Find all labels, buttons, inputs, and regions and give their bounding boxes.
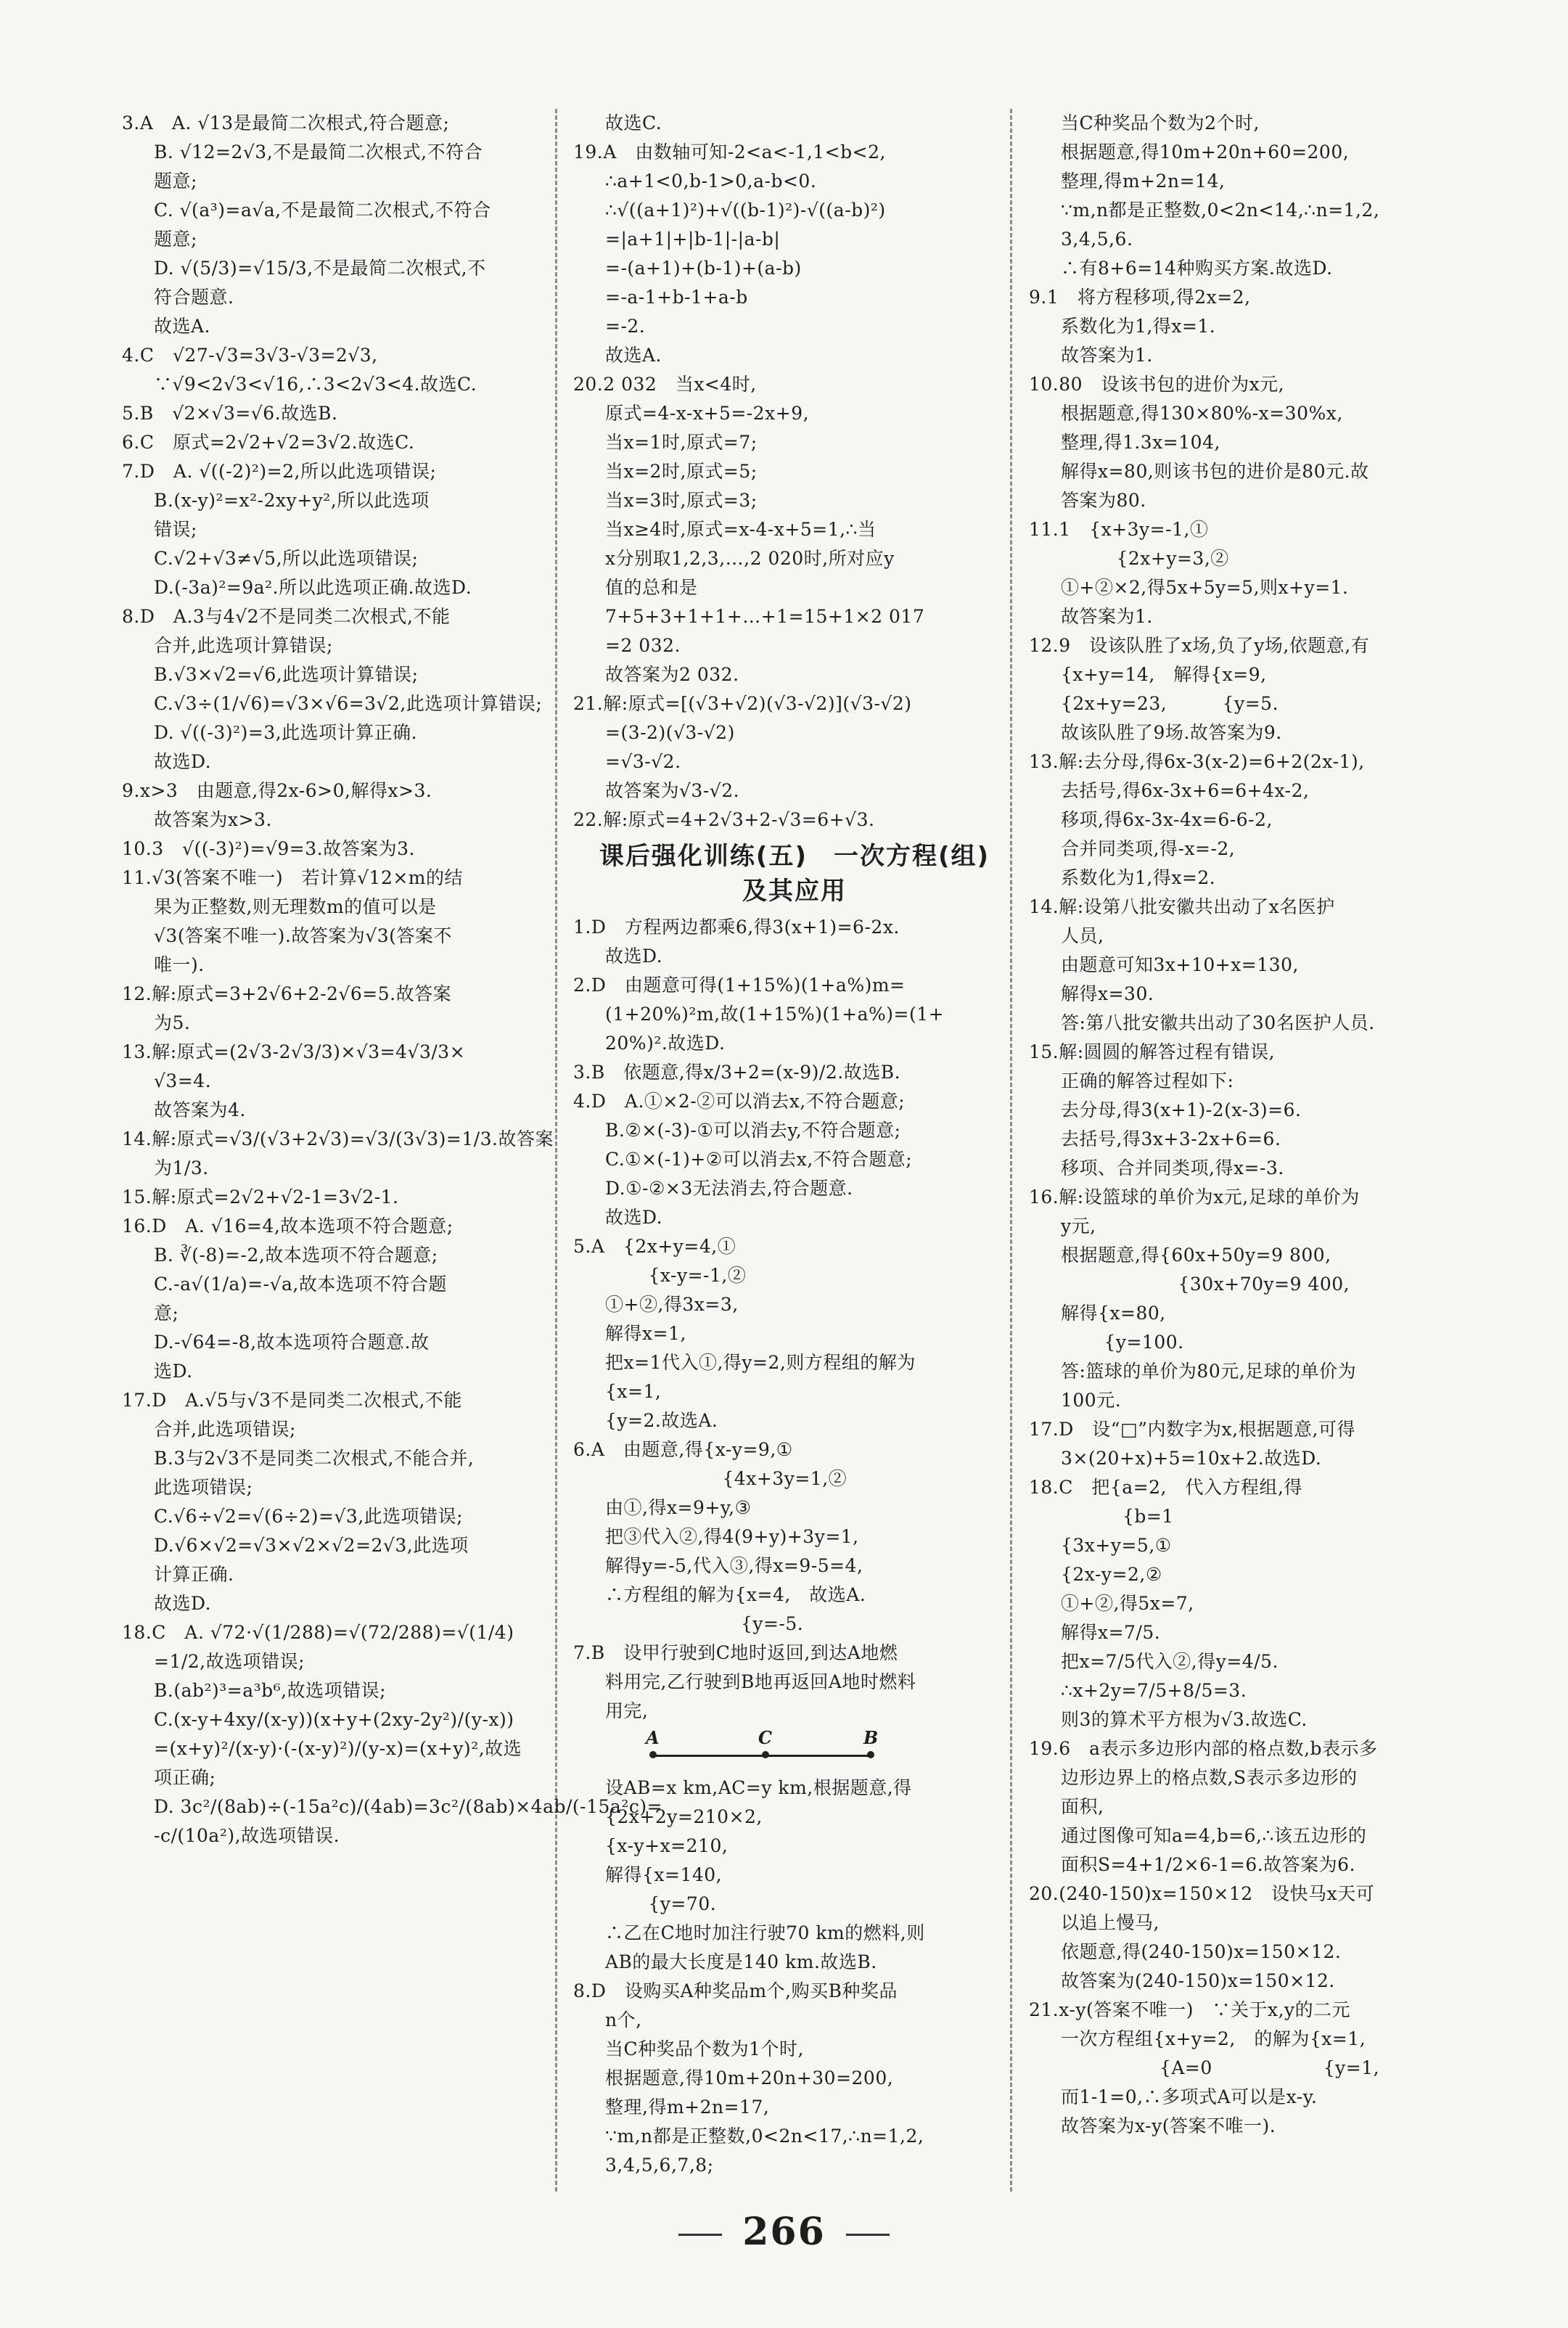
answer-line: 15.解:原式=2√2+√2-1=3√2-1. bbox=[122, 1186, 399, 1208]
answer-line: C. √(a³)=a√a,不是最简二次根式,不符合 bbox=[154, 200, 491, 221]
answer-line: 去括号,得3x+3-2x+6=6. bbox=[1061, 1128, 1281, 1149]
answer-line: 果为正整数,则无理数m的值可以是 bbox=[154, 896, 437, 917]
answer-line: 通过图像可知a=4,b=6,∴该五边形的 bbox=[1061, 1825, 1367, 1846]
answer-line: 故选D. bbox=[154, 1593, 212, 1614]
answer-line: 合并,此选项错误; bbox=[154, 1419, 296, 1440]
answer-line: {2x+y=3,② bbox=[1061, 548, 1229, 569]
answer-line: 面积S=4+1/2×6-1=6.故答案为6. bbox=[1061, 1854, 1356, 1875]
answer-line: 6.A 由题意,得{x-y=9,① bbox=[573, 1439, 793, 1460]
answer-line: {4x+3y=1,② bbox=[605, 1468, 847, 1489]
answer-line: C.√6÷√2=√(6÷2)=√3,此选项错误; bbox=[154, 1506, 464, 1527]
answer-line: ①+②,得5x=7, bbox=[1061, 1593, 1194, 1614]
answer-line: 题意; bbox=[154, 171, 197, 192]
answer-line: {x=1, bbox=[605, 1381, 662, 1402]
answer-line: 根据题意,得10m+20n+60=200, bbox=[1061, 142, 1350, 163]
answer-line: 故答案为1. bbox=[1061, 345, 1153, 366]
column-right bbox=[1029, 109, 1479, 2192]
answer-line: ∵√9<2√3<√16,∴3<2√3<4.故选C. bbox=[154, 374, 477, 395]
answer-line: 16.D A. √16=4,故本选项不符合题意; bbox=[122, 1216, 453, 1237]
answer-line: 系数化为1,得x=2. bbox=[1061, 867, 1216, 888]
answer-line: (1+20%)²m,故(1+15%)(1+a%)=(1+ bbox=[605, 1004, 945, 1025]
answer-line: ∴乙在C地时加注行驶70 km的燃料,则 bbox=[605, 1922, 925, 1943]
answer-line: 去分母,得3(x+1)-2(x-3)=6. bbox=[1061, 1099, 1302, 1120]
answer-line: =-(a+1)+(b-1)+(a-b) bbox=[605, 258, 802, 279]
answer-line: C.√2+√3≠√5,所以此选项错误; bbox=[154, 548, 419, 569]
answer-line: B.②×(-3)-①可以消去y,不符合题意; bbox=[605, 1120, 901, 1141]
answer-line: 13.解:去分母,得6x-3(x-2)=6+2(2x-1), bbox=[1029, 751, 1365, 772]
answer-line: 解得x=7/5. bbox=[1061, 1622, 1161, 1643]
answer-line: 面积, bbox=[1061, 1796, 1104, 1817]
answer-line: 去括号,得6x-3x+6=6+4x-2, bbox=[1061, 780, 1310, 801]
answer-line: 19.A 由数轴可知-2<a<-1,1<b<2, bbox=[573, 142, 886, 163]
answer-line: 故选D. bbox=[605, 946, 663, 967]
answer-line: 4.D A.①×2-②可以消去x,不符合题意; bbox=[573, 1091, 906, 1112]
answer-line: 20.(240-150)x=150×12 设快马x天可 bbox=[1029, 1883, 1375, 1904]
answer-line: 9.x>3 由题意,得2x-6>0,解得x>3. bbox=[122, 780, 432, 801]
answer-line: {x-y=-1,② bbox=[605, 1265, 747, 1286]
answer-line: 当x=2时,原式=5; bbox=[605, 461, 758, 482]
answer-line: 为1/3. bbox=[154, 1157, 209, 1179]
answer-line: 值的总和是 bbox=[605, 577, 698, 598]
answer-line: 为5. bbox=[154, 1012, 191, 1033]
page-number-footer bbox=[0, 2210, 1568, 2254]
answer-line: 21.解:原式=[(√3+√2)(√3-√2)](√3-√2) bbox=[573, 693, 912, 714]
answer-line: 故答案为x>3. bbox=[154, 809, 272, 830]
answer-line: 移项,得6x-3x-4x=6-6-2, bbox=[1061, 809, 1273, 830]
answer-line: B. ∛(-8)=-2,故本选项不符合题意; bbox=[154, 1245, 438, 1266]
section-heading-line2: 及其应用 bbox=[742, 877, 847, 906]
answer-line: 系数化为1,得x=1. bbox=[1061, 316, 1216, 337]
answer-line: 2.D 由题意可得(1+15%)(1+a%)m= bbox=[573, 975, 906, 996]
answer-line: 依题意,得(240-150)x=150×12. bbox=[1061, 1941, 1342, 1962]
column-middle-part-b bbox=[573, 913, 1016, 1726]
answer-line: {30x+70y=9 400, bbox=[1061, 1274, 1350, 1295]
answer-line: n个, bbox=[605, 2009, 642, 2030]
answer-line: 故选C. bbox=[605, 112, 662, 134]
answer-line: 故选D. bbox=[605, 1207, 663, 1228]
answer-line: 12.9 设该队胜了x场,负了y场,依题意,有 bbox=[1029, 635, 1370, 656]
answer-line: =|a+1|+|b-1|-|a-b| bbox=[605, 229, 781, 250]
answer-line: 整理,得m+2n=17, bbox=[605, 2097, 770, 2118]
answer-line: 14.解:原式=√3/(√3+2√3)=√3/(3√3)=1/3.故答案 bbox=[122, 1128, 554, 1149]
answer-line: 整理,得m+2n=14, bbox=[1061, 171, 1226, 192]
answer-line: 正确的解答过程如下: bbox=[1061, 1070, 1234, 1091]
answer-line: B. √12=2√3,不是最简二次根式,不符合 bbox=[154, 142, 483, 163]
answer-line: 15.解:圆圆的解答过程有错误, bbox=[1029, 1041, 1276, 1062]
answer-line: ∴a+1<0,b-1>0,a-b<0. bbox=[605, 171, 817, 192]
answer-line: 则3的算术平方根为√3.故选C. bbox=[1061, 1709, 1308, 1730]
answer-line: 解得x=80,则该书包的进价是80元.故 bbox=[1061, 461, 1369, 482]
answer-line: 用完, bbox=[605, 1700, 649, 1721]
answer-line: 把③代入②,得4(9+y)+3y=1, bbox=[605, 1526, 859, 1547]
answer-line: 10.3 √((-3)²)=√9=3.故答案为3. bbox=[122, 838, 415, 859]
answer-line: -c/(10a²),故选项错误. bbox=[154, 1825, 340, 1846]
answer-line: ∵m,n都是正整数,0<2n<17,∴n=1,2, bbox=[605, 2126, 924, 2147]
answer-line: D. √(5/3)=√15/3,不是最简二次根式,不 bbox=[154, 258, 486, 279]
answer-line: 3,4,5,6,7,8; bbox=[605, 2155, 714, 2176]
answer-line: 整理,得1.3x=104, bbox=[1061, 432, 1220, 453]
answer-line: ①+②×2,得5x+5y=5,则x+y=1. bbox=[1061, 577, 1349, 598]
answer-line: ∴方程组的解为{x=4, 故选A. bbox=[605, 1584, 866, 1605]
answer-line: 选D. bbox=[154, 1361, 193, 1382]
answer-line: D. √((-3)²)=3,此选项计算正确. bbox=[154, 722, 418, 743]
answer-line: y元, bbox=[1061, 1216, 1096, 1237]
answer-line: 当x≥4时,原式=x-4-x+5=1,∴当 bbox=[605, 519, 877, 540]
answer-line: 解得{x=140, bbox=[605, 1864, 723, 1885]
section-heading bbox=[573, 839, 1016, 909]
answer-line: 9.1 将方程移项,得2x=2, bbox=[1029, 287, 1251, 308]
answer-line: √3=4. bbox=[154, 1070, 212, 1091]
answer-line: 而1-1=0,∴多项式A可以是x-y. bbox=[1061, 2086, 1318, 2107]
answer-line: 10.80 设该书包的进价为x元, bbox=[1029, 374, 1285, 395]
answer-line: {A=0 {y=1, bbox=[1061, 2057, 1380, 2078]
answer-line: =(x+y)²/(x-y)·(-(x-y)²)/(y-x)=(x+y)²,故选 bbox=[154, 1738, 522, 1759]
answer-line: 此选项错误; bbox=[154, 1477, 253, 1498]
answer-line: 意; bbox=[154, 1303, 179, 1324]
answer-line: 18.C 把{a=2, 代入方程组,得 bbox=[1029, 1477, 1302, 1498]
answer-line: ∴x+2y=7/5+8/5=3. bbox=[1061, 1680, 1247, 1701]
answer-line: C.-a√(1/a)=-√a,故本选项不符合题 bbox=[154, 1274, 447, 1295]
answer-line: 答:篮球的单价为80元,足球的单价为 bbox=[1061, 1361, 1357, 1382]
answer-line: 14.解:设第八批安徽共出动了x名医护 bbox=[1029, 896, 1335, 917]
answer-line: 3.A A. √13是最简二次根式,符合题意; bbox=[122, 112, 450, 134]
answer-line: 设AB=x km,AC=y km,根据题意,得 bbox=[605, 1777, 912, 1798]
answer-line: 解得y=-5,代入③,得x=9-5=4, bbox=[605, 1555, 863, 1576]
answer-line: 5.B √2×√3=√6.故选B. bbox=[122, 403, 338, 424]
answer-line: 由①,得x=9+y,③ bbox=[605, 1497, 752, 1518]
answer-line: 故答案为4. bbox=[154, 1099, 246, 1120]
answer-line: √3(答案不唯一).故答案为√3(答案不 bbox=[154, 925, 452, 946]
answer-line: ∴有8+6=14种购买方案.故选D. bbox=[1061, 258, 1333, 279]
answer-line: 13.解:原式=(2√3-2√3/3)×√3=4√3/3× bbox=[122, 1041, 466, 1062]
answer-line: B.√3×√2=√6,此选项计算错误; bbox=[154, 664, 419, 685]
answer-line: 16.解:设篮球的单价为x元,足球的单价为 bbox=[1029, 1186, 1360, 1208]
answer-line: 12.解:原式=3+2√6+2-2√6=5.故答案 bbox=[122, 983, 452, 1004]
answer-line: {2x+2y=210×2, bbox=[605, 1806, 763, 1827]
answer-line: C.√3÷(1/√6)=√3×√6=3√2,此选项计算错误; bbox=[154, 693, 543, 714]
answer-line: 题意; bbox=[154, 229, 197, 250]
answer-line: 答:第八批安徽共出动了30名医护人员. bbox=[1061, 1012, 1375, 1033]
answer-line: 故答案为(240-150)x=150×12. bbox=[1061, 1970, 1335, 1991]
answer-line: C.(x-y+4xy/(x-y))(x+y+(2xy-2y²)/(y-x)) bbox=[154, 1709, 514, 1730]
answer-line: 11.√3(答案不唯一) 若计算√12×m的结 bbox=[122, 867, 463, 888]
answer-line: ∵m,n都是正整数,0<2n<14,∴n=1,2, bbox=[1061, 200, 1380, 221]
answer-line: 3.B 依题意,得x/3+2=(x-9)/2.故选B. bbox=[573, 1062, 901, 1083]
answer-line: ∴√((a+1)²)+√((b-1)²)-√((a-b)²) bbox=[605, 200, 886, 221]
answer-line: 5.A {2x+y=4,① bbox=[573, 1236, 736, 1257]
answer-line: 20.2 032 当x<4时, bbox=[573, 374, 757, 395]
answer-line: 符合题意. bbox=[154, 287, 234, 308]
answer-line: 7+5+3+1+1+…+1=15+1×2 017 bbox=[605, 606, 925, 627]
answer-line: C.①×(-1)+②可以消去x,不符合题意; bbox=[605, 1149, 913, 1170]
answer-line: 根据题意,得{60x+50y=9 800, bbox=[1061, 1245, 1331, 1266]
answer-line: D.(-3a)²=9a².所以此选项正确.故选D. bbox=[154, 577, 472, 598]
answer-line: =-a-1+b-1+a-b bbox=[605, 287, 748, 308]
answer-line: 7.D A. √((-2)²)=2,所以此选项错误; bbox=[122, 461, 437, 482]
answer-line: 18.C A. √72·√(1/288)=√(72/288)=√(1/4) bbox=[122, 1622, 514, 1643]
answer-line: 7.B 设甲行驶到C地时返回,到达A地燃 bbox=[573, 1642, 898, 1663]
answer-line: 解得x=30. bbox=[1061, 983, 1154, 1004]
answer-line: =2 032. bbox=[605, 635, 681, 656]
answer-line: 100元. bbox=[1061, 1390, 1122, 1411]
answer-line: 17.D 设“□”内数字为x,根据题意,可得 bbox=[1029, 1419, 1355, 1440]
answer-line: {x+y=14, 解得{x=9, bbox=[1061, 664, 1267, 685]
answer-line: 人员, bbox=[1061, 925, 1104, 946]
answer-line: 错误; bbox=[154, 519, 197, 540]
answer-line: 移项、合并同类项,得x=-3. bbox=[1061, 1157, 1284, 1179]
point-b bbox=[867, 1751, 874, 1758]
answer-line: 项正确; bbox=[154, 1767, 216, 1788]
label-c: C bbox=[758, 1727, 773, 1748]
answer-line: 当x=1时,原式=7; bbox=[605, 432, 758, 453]
point-c bbox=[762, 1751, 769, 1758]
answer-line: 一次方程组{x+y=2, 的解为{x=1, bbox=[1061, 2028, 1366, 2049]
answer-line: 当C种奖品个数为2个时, bbox=[1061, 112, 1260, 134]
answer-line: 根据题意,得130×80%-x=30%x, bbox=[1061, 403, 1343, 424]
label-b: B bbox=[863, 1727, 879, 1748]
answer-line: AB的最大长度是140 km.故选B. bbox=[605, 1951, 877, 1972]
answer-line: =√3-√2. bbox=[605, 751, 681, 772]
answer-line: {2x+y=23, {y=5. bbox=[1061, 693, 1279, 714]
answer-line: =1/2,故选项错误; bbox=[154, 1651, 305, 1672]
answer-line: 故答案为x-y(答案不唯一). bbox=[1061, 2115, 1276, 2136]
answer-line: D. 3c²/(8ab)÷(-15a²c)/(4ab)=3c²/(8ab)×4ab/(-15a²c)= bbox=[154, 1796, 663, 1817]
line-segment-figure bbox=[639, 1727, 885, 1772]
answer-line: 故答案为√3-√2. bbox=[605, 780, 740, 801]
answer-line: 故选A. bbox=[605, 345, 662, 366]
answer-line: =-2. bbox=[605, 316, 646, 337]
answer-line: B.(x-y)²=x²-2xy+y²,所以此选项 bbox=[154, 490, 430, 511]
answer-line: {y=2.故选A. bbox=[605, 1410, 718, 1431]
answer-line: 唯一). bbox=[154, 954, 205, 975]
page-number: 266 bbox=[742, 2210, 826, 2254]
answer-line: 料用完,乙行驶到B地再返回A地时燃料 bbox=[605, 1671, 916, 1692]
answer-line: 19.6 a表示多边形内部的格点数,b表示多 bbox=[1029, 1738, 1378, 1759]
answer-line: D.①-②×3无法消去,符合题意. bbox=[605, 1178, 853, 1199]
answer-line: 答案为80. bbox=[1061, 490, 1146, 511]
answer-line: {y=70. bbox=[605, 1893, 717, 1914]
answer-line: 3×(20+x)+5=10x+2.故选D. bbox=[1061, 1448, 1322, 1469]
answer-line: 合并,此选项计算错误; bbox=[154, 635, 333, 656]
answer-line: {x-y+x=210, bbox=[605, 1835, 728, 1856]
answer-line: 22.解:原式=4+2√3+2-√3=6+√3. bbox=[573, 809, 875, 830]
answer-line: 原式=4-x-x+5=-2x+9, bbox=[605, 403, 810, 424]
answer-line: =(3-2)(√3-√2) bbox=[605, 722, 735, 743]
answer-line: 故答案为1. bbox=[1061, 606, 1153, 627]
answer-line: {y=-5. bbox=[605, 1613, 804, 1634]
label-a: A bbox=[646, 1727, 660, 1748]
answer-line: 故选D. bbox=[154, 751, 212, 772]
answer-line: 6.C 原式=2√2+√2=3√2.故选C. bbox=[122, 432, 415, 453]
answer-line: 1.D 方程两边都乘6,得3(x+1)=6-2x. bbox=[573, 917, 900, 938]
answer-line: 根据题意,得10m+20n+30=200, bbox=[605, 2067, 894, 2089]
answer-line: 8.D 设购买A种奖品m个,购买B种奖品 bbox=[573, 1980, 898, 2001]
answer-line: 解得x=1, bbox=[605, 1323, 686, 1344]
answer-line: 8.D A.3与4√2不是同类二次根式,不能 bbox=[122, 606, 451, 627]
column-middle-part-c bbox=[573, 1774, 1016, 2180]
answer-line: 故答案为2 032. bbox=[605, 664, 739, 685]
answer-line: {y=100. bbox=[1061, 1332, 1184, 1353]
footer-dash-right bbox=[846, 2234, 890, 2236]
answer-line: 11.1 {x+3y=-1,① bbox=[1029, 519, 1209, 540]
answer-line: B.(ab²)³=a³b⁶,故选项错误; bbox=[154, 1680, 387, 1701]
answer-line: 20%)².故选D. bbox=[605, 1033, 726, 1054]
answer-line: 当C种奖品个数为1个时, bbox=[605, 2038, 804, 2059]
answer-line: 解得{x=80, bbox=[1061, 1303, 1166, 1324]
answer-line: 边形边界上的格点数,S表示多边形的 bbox=[1061, 1767, 1358, 1788]
answer-line: D.√6×√2=√3×√2×√2=2√3,此选项 bbox=[154, 1535, 469, 1556]
answer-line: ①+②,得3x=3, bbox=[605, 1294, 739, 1315]
answer-line: x分别取1,2,3,…,2 020时,所对应y bbox=[605, 548, 895, 569]
answer-line: {2x-y=2,② bbox=[1061, 1564, 1162, 1585]
answer-line: 把x=7/5代入②,得y=4/5. bbox=[1061, 1651, 1278, 1672]
column-middle-part-a bbox=[573, 109, 1016, 835]
answer-line: 3,4,5,6. bbox=[1061, 229, 1133, 250]
answer-line: 把x=1代入①,得y=2,则方程组的解为 bbox=[605, 1352, 916, 1373]
answer-line: {3x+y=5,① bbox=[1061, 1535, 1172, 1556]
section-heading-line1: 课后强化训练(五) 一次方程(组) bbox=[599, 842, 990, 871]
answer-line: 计算正确. bbox=[154, 1564, 234, 1585]
answer-line: 21.x-y(答案不唯一) ∵关于x,y的二元 bbox=[1029, 1999, 1351, 2020]
answer-line: 当x=3时,原式=3; bbox=[605, 490, 758, 511]
answer-line: D.-√64=-8,故本选项符合题意.故 bbox=[154, 1332, 430, 1353]
footer-dash-left bbox=[678, 2234, 722, 2236]
answer-line: 故该队胜了9场.故答案为9. bbox=[1061, 722, 1282, 743]
column-middle bbox=[573, 109, 1016, 2192]
answer-line: 故选A. bbox=[154, 316, 211, 337]
answer-line: 17.D A.√5与√3不是同类二次根式,不能 bbox=[122, 1390, 462, 1411]
point-a bbox=[649, 1751, 657, 1758]
answer-line: 以追上慢马, bbox=[1061, 1912, 1159, 1933]
answer-line: 合并同类项,得-x=-2, bbox=[1061, 838, 1236, 859]
answer-line: 4.C √27-√3=3√3-√3=2√3, bbox=[122, 345, 378, 366]
answer-line: B.3与2√3不是同类二次根式,不能合并, bbox=[154, 1448, 475, 1469]
answer-line: {b=1 bbox=[1061, 1506, 1174, 1527]
answer-line: 由题意可知3x+10+x=130, bbox=[1061, 954, 1299, 975]
